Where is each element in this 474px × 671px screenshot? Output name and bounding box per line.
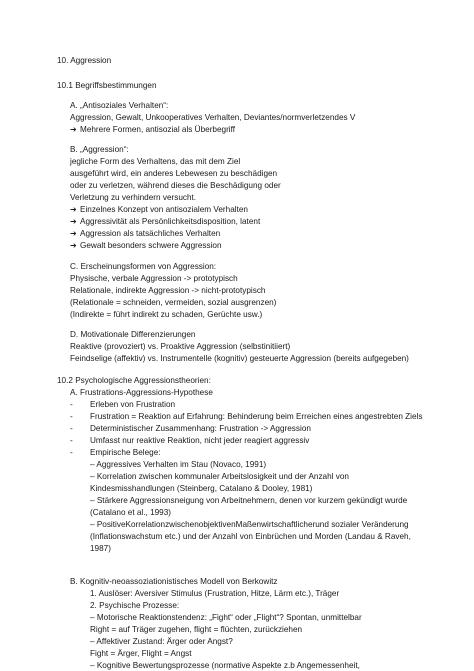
evidence-line: (Catalano et al., 1993): [90, 508, 172, 517]
model-line: Fight = Ärger, Flight = Angst: [90, 649, 192, 658]
item-a-text: Aggression, Gewalt, Unkooperatives Verhalten, Deviantes/normverletzendes V: [70, 113, 356, 122]
right-arrow-icon: ➔: [70, 125, 77, 134]
evidence-line: – Stärkere Aggressionsneigung von Arbeitnehmern, denen vor kurzem gekündigt wurde: [90, 496, 408, 505]
right-arrow-icon: ➔: [70, 241, 77, 250]
bullet-line: - Deterministischer Zusammenhang: Frustration -> Aggression: [70, 424, 311, 433]
bullet-line: - Frustration = Reaktion auf Erfahrung: Behinderung beim Erreichen eines angestrebten Ziels: [70, 412, 423, 421]
item-d-heading: D. Motivationale Differenzierungen: [70, 330, 196, 339]
evidence-line: Kindesmisshandlungen (Steinberg, Catalano & Dooley, 1981): [90, 484, 313, 493]
item-b-heading: B. Kognitiv-neoassoziationistisches Modell von Berkowitz: [70, 577, 278, 586]
model-line: Right = auf Träger zugehen, flight = flüchten, zurückziehen: [90, 625, 303, 634]
item-b-arrow: ➔ Einzelnes Konzept von antisozialem Verhalten: [70, 205, 248, 214]
item-b-text: ausgeführt wird, ein anderes Lebewesen zu beschädigen: [70, 169, 278, 178]
model-line: 2. Psychische Prozesse:: [90, 601, 180, 610]
bullet-line: - Empirische Belege:: [70, 448, 161, 457]
item-a-arrow: ➔ Mehrere Formen, antisozial als Überbegriff: [70, 125, 236, 134]
evidence-line: – Aggressives Verhalten im Stau (Novaco, 1991): [90, 460, 267, 469]
item-b-text: Verletzung zu verhindern versucht.: [70, 193, 197, 202]
item-b-arrow: ➔ Aggressivität als Persönlichkeitsdisposition, latent: [70, 217, 261, 226]
right-arrow-icon: ➔: [70, 205, 77, 214]
model-line: – Motorische Reaktionstendenz: „Fight“ oder „Flight“? Spontan, unmittelbar: [90, 613, 362, 622]
item-b-text: jegliche Form des Verhaltens, das mit dem Ziel: [70, 157, 241, 166]
evidence-line: – PositiveKorrelationzwischenobjektivenMaßenwirtschaftlicherund sozialer Veränderung: [90, 520, 409, 529]
evidence-line: 1987): [90, 544, 111, 553]
model-line: – Affektiver Zustand: Ärger oder Angst?: [90, 637, 233, 646]
bullet-line: - Erleben von Frustration: [70, 400, 176, 409]
item-c-text: Relationale, indirekte Aggression -> nicht-prototypisch: [70, 286, 266, 295]
item-c-text: Physische, verbale Aggression -> prototypisch: [70, 274, 238, 283]
item-b-heading: B. „Aggression“:: [70, 145, 129, 154]
item-d-text: Reaktive (provoziert) vs. Proaktive Aggression (selbstinitiiert): [70, 342, 291, 351]
item-a-heading: A. Frustrations-Aggressions-Hypothese: [70, 388, 213, 397]
evidence-line: (Inflationswachstum etc.) und der Anzahl von Einbrüchen und Morden (Landau & Raveh,: [90, 532, 411, 541]
right-arrow-icon: ➔: [70, 229, 77, 238]
item-c-text: (Relationale = schneiden, vermeiden, sozial ausgrenzen): [70, 298, 277, 307]
item-b-arrow: ➔ Gewalt besonders schwere Aggression: [70, 241, 222, 250]
item-c-heading: C. Erscheinungsformen von Aggression:: [70, 262, 217, 271]
item-b-text: oder zu verletzen, während dieses die Beschädigung oder: [70, 181, 281, 190]
bullet-line: - Umfasst nur reaktive Reaktion, nicht jeder reagiert aggressiv: [70, 436, 310, 445]
item-c-text: (Indirekte = führt indirekt zu schaden, Gerüchte usw.): [70, 310, 263, 319]
item-b-arrow: ➔ Aggression als tatsächliches Verhalten: [70, 229, 221, 238]
section-10-1-heading: 10.1 Begriffsbestimmungen: [57, 81, 157, 90]
evidence-line: – Korrelation zwischen kommunaler Arbeitslosigkeit und der Anzahl von: [90, 472, 349, 481]
section-10-2-heading: 10.2 Psychologische Aggressionstheorien:: [57, 376, 211, 385]
model-line: – Kognitive Bewertungsprozesse (normative Aspekte z.b Angemessenheit,: [90, 661, 360, 670]
model-line: 1. Auslöser: Aversiver Stimulus (Frustration, Hitze, Lärm etc.), Träger: [90, 589, 340, 598]
right-arrow-icon: ➔: [70, 217, 77, 226]
item-d-text: Feindselige (affektiv) vs. Instrumentelle (kognitiv) gesteuerte Aggression (bereits aufgegeben): [70, 354, 409, 363]
doc-title: 10. Aggression: [57, 56, 112, 65]
item-a-heading: A. „Antisoziales Verhalten“:: [70, 101, 169, 110]
